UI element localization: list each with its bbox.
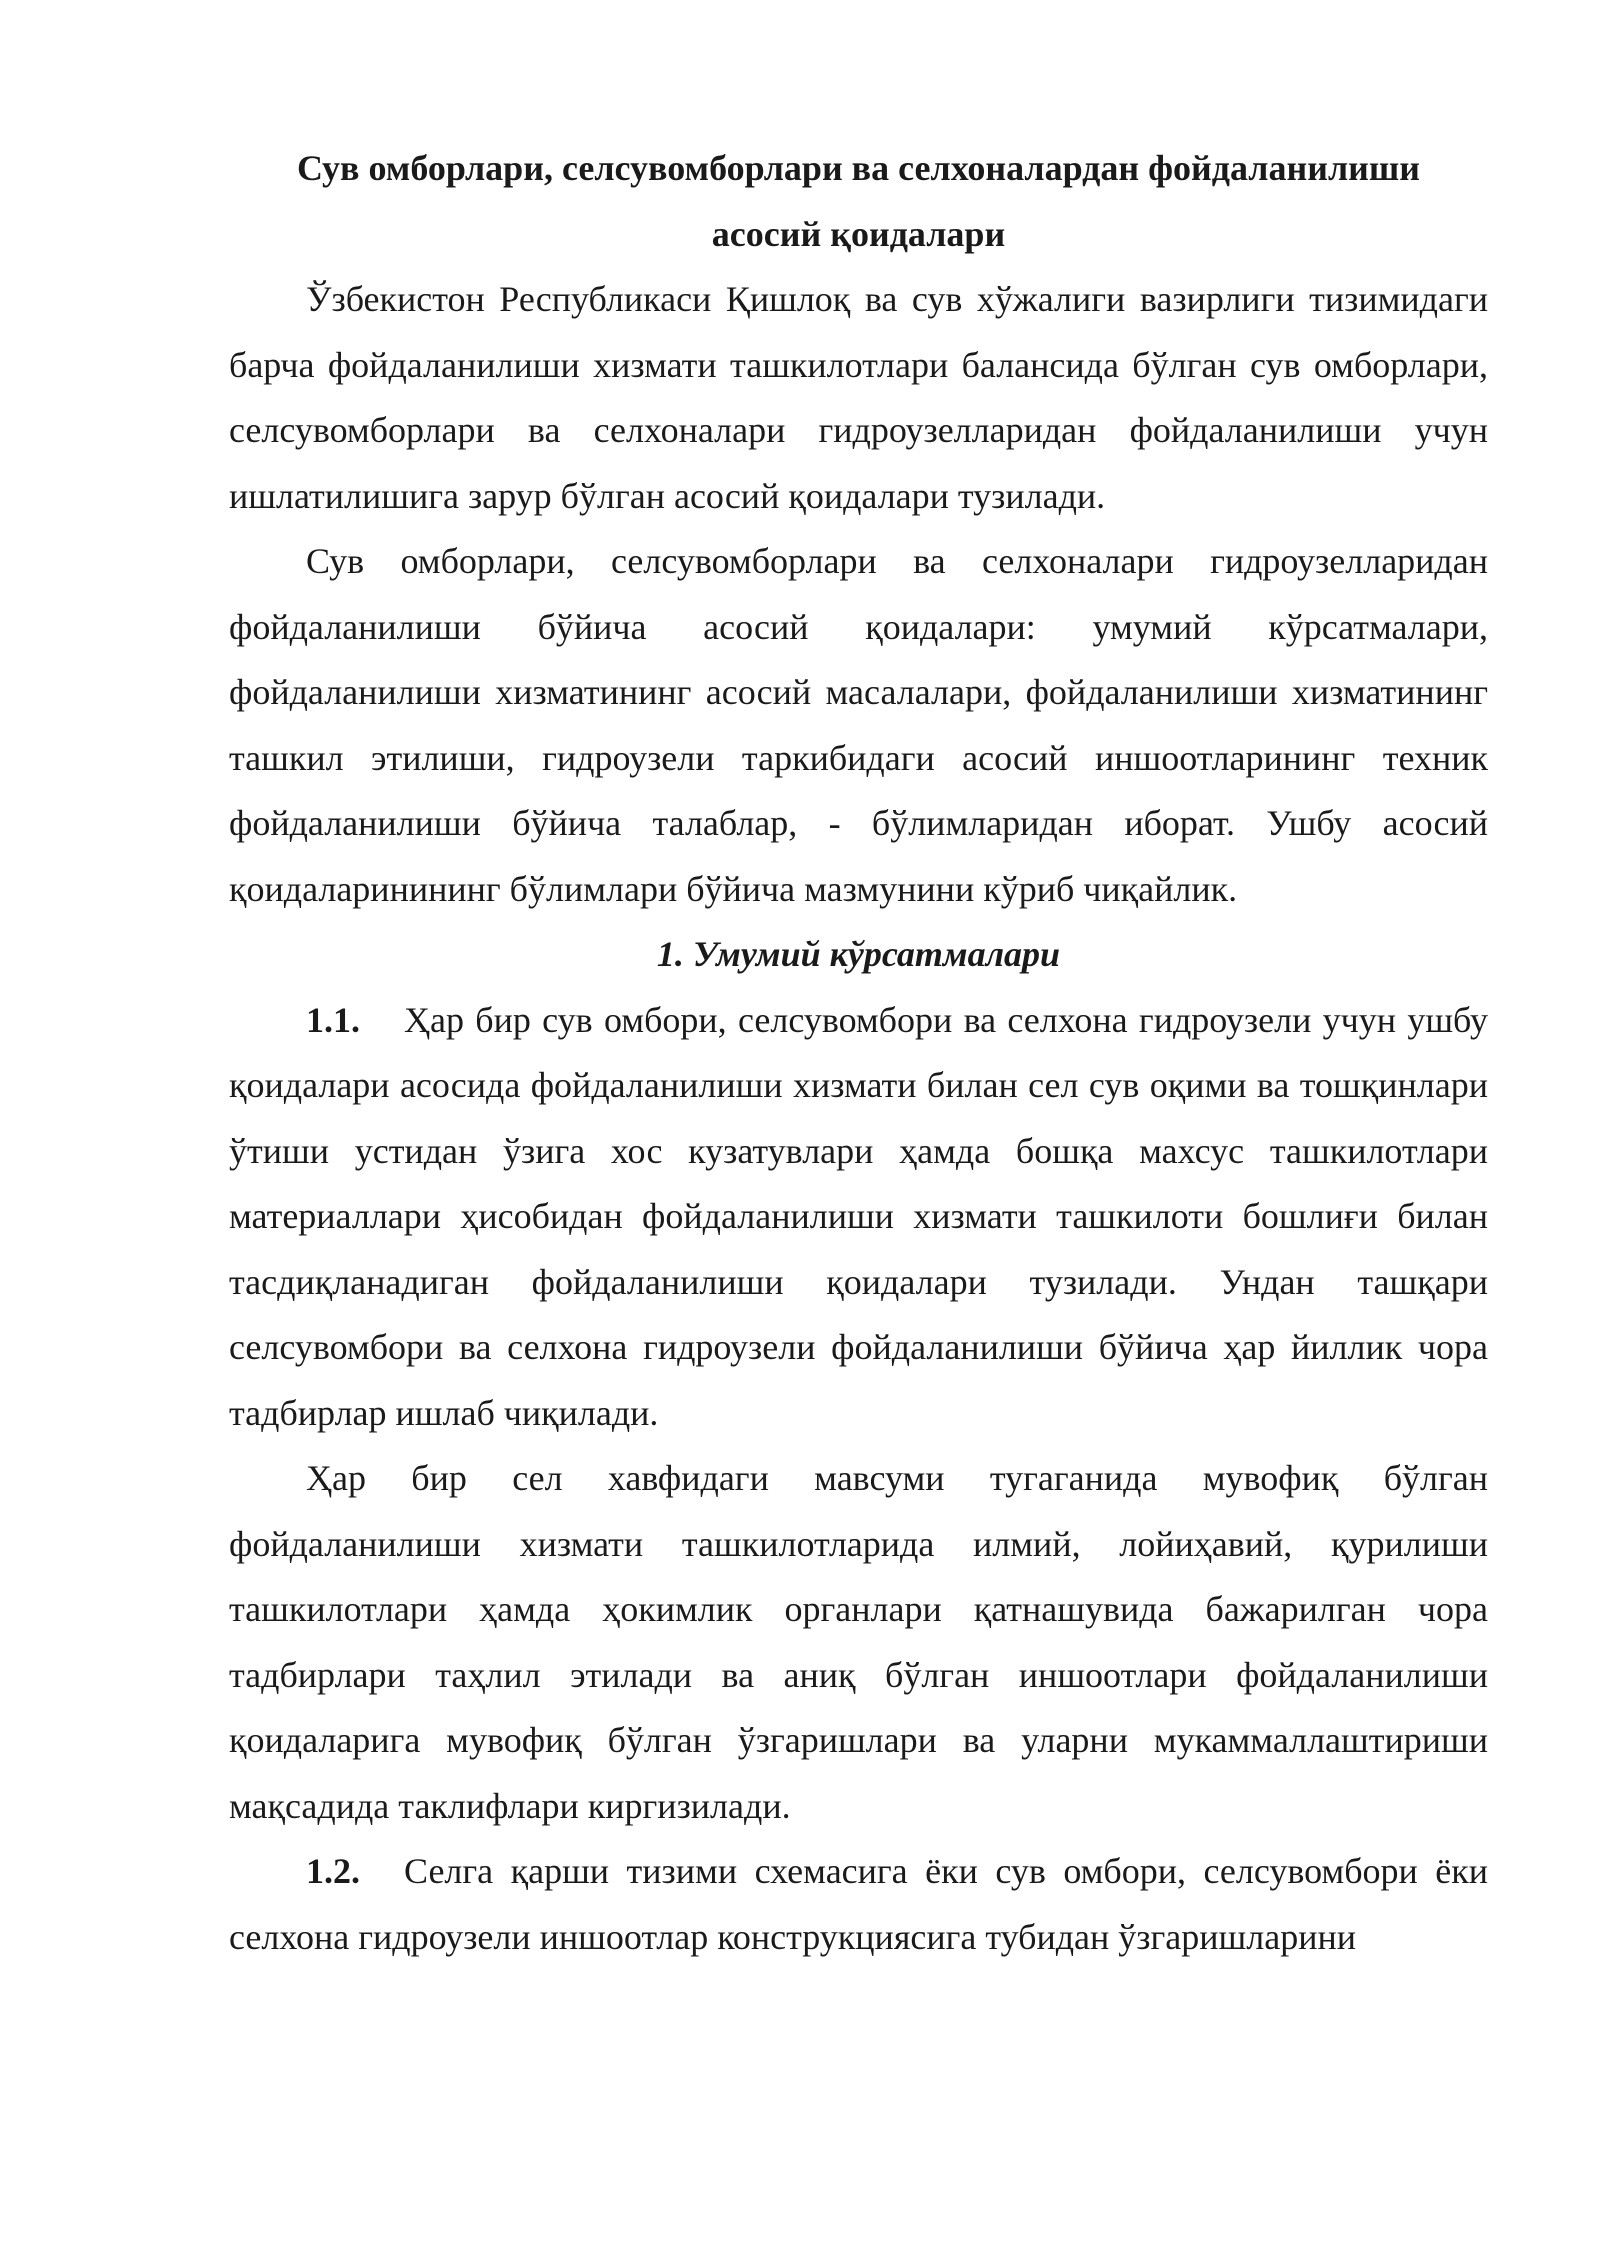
document-page — [229, 136, 1488, 1970]
section-heading: 1. Умумий кўрсатмалари — [656, 934, 1061, 974]
clause-number: 1.2. — [306, 1851, 360, 1891]
clause-number: 1.1. — [306, 999, 360, 1040]
document-title — [229, 136, 1488, 267]
title-line-1: Сув омборлари, селсувомборлари ва селхоналардан фойдаланилиши — [296, 148, 1421, 188]
clause-text: Селга қарши тизими схемасига ёки сув омбори, селсувомбори ёки селхона гидроузели иншоотлар конструкциясига тубидан ўзгаришларини — [229, 1851, 1488, 1957]
paragraph-after-clause-1-1: Ҳар бир сел хавфидаги мавсуми тугаганида мувофиқ бўлган фойдаланилиши хизмати ташкилотларида илмий, лойиҳавий, қурилиши ташкилотлари ҳамда ҳокимлик органлари қатнашувида бажарилган чора тадбирлари таҳлил этилади ва аниқ бўлган иншоотлари фойдаланилиши қоидаларига мувофиқ бўлган ўзгаришлари ва уларни мукаммаллаштириши мақсадида таклифлари киргизилади. — [229, 1458, 1488, 1826]
title-line-2: асосий қоидалари — [711, 213, 1006, 254]
clause-text: Ҳар бир сув омбори, селсувомбори ва селхона гидроузели учун ушбу қоидалари асосида фойдаланилиши хизмати билан сел сув оқими ва тошқинлари ўтиши устидан ўзига хос кузатувлари ҳамда бошқа махсус ташкилотлари материаллари ҳисобидан фойдаланилиши хизмати ташкилоти бошлиғи билан тасдиқланадиган фойдаланилиши қоидалари тузилади. Ундан ташқари селсувомбори ва селхона гидроузели фойдаланилиши бўйича ҳар йиллик чора тадбирлар ишлаб чиқилади. — [229, 999, 1488, 1433]
clause-1-1 — [229, 988, 1488, 1447]
clause-1-2 — [229, 1839, 1488, 1970]
intro-paragraph-2: Сув омборлари, селсувомборлари ва селхоналари гидроузелларидан фойдаланилиши бўйича асосий қоидалари: умумий кўрсатмалари, фойдаланилиши хизматининг асосий масалалари, фойдаланилиши хизматининг ташкил этилиши, гидроузели таркибидаги асосий иншоотларининг техник фойдаланилиши бўйича талаблар, - бўлимларидан иборат. Ушбу асосий қоидаларинининг бўлимлари бўйича мазмунини кўриб чиқайлик. — [229, 541, 1488, 909]
intro-paragraph-1: Ўзбекистон Республикаси Қишлоқ ва сув хўжалиги вазирлиги тизимидаги барча фойдаланилиши хизмати ташкилотлари балансида бўлган сув омборлари, селсувомборлари ва селхоналари гидроузелларидан фойдаланилиши учун ишлатилишига зарур бўлган асосий қоидалари тузилади. — [229, 279, 1488, 516]
